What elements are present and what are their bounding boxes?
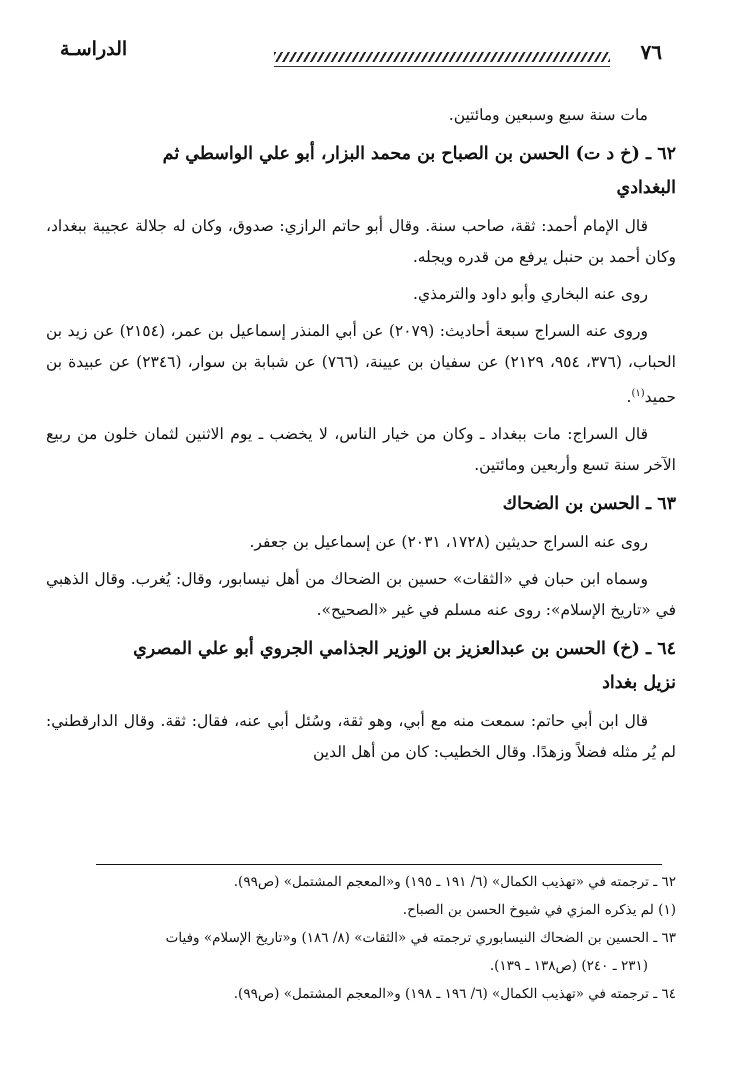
entry-64-heading-line1: ٦٤ ـ (خ) الحسن بن عبدالعزيز بن الوزير الجذامي الجروي أبو علي المصري bbox=[133, 639, 676, 660]
entry-63-paragraph-2: وسماه ابن حبان في «الثقات» حسين بن الضحاك من أهل نيسابور، وقال: يُغرب. وقال الذهبي في «تاريخ الإسلام»: روى عنه مسلم في غير «الصحيح». bbox=[46, 570, 676, 620]
footnote-63-line1: ٦٣ ـ الحسين بن الضحاك النيسابوري ترجمته في «الثقات» (٨/ ١٨٦) و«تاريخ الإسلام» وفيات bbox=[165, 930, 676, 946]
running-title: الدراسـة bbox=[60, 38, 128, 60]
footnote-separator bbox=[96, 864, 662, 865]
footnote-64: ٦٤ ـ ترجمته في «تهذيب الكمال» (٦/ ١٩٦ ـ ١٩٨) و«المعجم المشتمل» (ص٩٩). bbox=[233, 986, 676, 1002]
footnotes bbox=[80, 868, 676, 1008]
footnote-62: ٦٢ ـ ترجمته في «تهذيب الكمال» (٦/ ١٩١ ـ ١٩٥) و«المعجم المشتمل» (ص٩٩). bbox=[233, 874, 676, 890]
footnote-ref-1[interactable]: (١) bbox=[631, 388, 645, 399]
entry-62-paragraph-3 bbox=[46, 316, 676, 413]
entry-62-paragraph-3-text: وروى عنه السراج سبعة أحاديث: (٢٠٧٩) عن أبي المنذر إسماعيل بن عمر، (٢١٥٤) عن زيد بن الحباب، (٣٧٦، ٩٥٤، ٢١٢٩) عن سفيان بن عيينة، (٧٦٦) عن شبابة بن سوار، (٢٣٤٦) عن عبيدة بن حميد bbox=[46, 322, 676, 407]
main-text bbox=[46, 100, 676, 774]
entry-64-heading-line2: نزيل بغداد bbox=[602, 673, 676, 694]
page-header bbox=[60, 38, 662, 74]
page-number: ٧٦ bbox=[640, 40, 662, 64]
footnote-1: (١) لم يذكره المزي في شيوخ الحسن بن الصباح. bbox=[402, 902, 676, 918]
entry-62-heading-line2: البغدادي bbox=[616, 178, 676, 198]
entry-62-heading-line1: ٦٢ ـ (خ د ت) الحسن بن الصباح بن محمد البزار، أبو علي الواسطي ثم bbox=[162, 144, 676, 164]
entry-63-paragraph-1: روى عنه السراج حديثين (١٧٢٨، ٢٠٣١) عن إسماعيل بن جعفر. bbox=[249, 533, 648, 552]
entry-62-paragraph-2: روى عنه البخاري وأبو داود والترمذي. bbox=[413, 285, 648, 303]
entry-62-paragraph-1: قال الإمام أحمد: ثقة، صاحب سنة. وقال أبو حاتم الرازي: صدوق، وكان له جلالة عجيبة ببغداد، وكان أحمد بن حنبل يرفع من قدره ويجله. bbox=[46, 217, 676, 266]
entry-64-heading bbox=[46, 632, 676, 700]
header-thin-rule bbox=[274, 66, 610, 67]
entry-64-paragraph-1: قال ابن أبي حاتم: سمعت منه مع أبي، وهو ثقة، وسُئل أبي عنه، فقال: ثقة. وقال الدارقطني: لم يُر مثله فضلاً وزهدًا. وقال الخطيب: كان من أهل الدين bbox=[46, 712, 676, 762]
header-hatched-rule bbox=[274, 52, 610, 62]
entry-62-heading bbox=[46, 137, 676, 205]
paragraph-death-year: مات سنة سبع وسبعين ومائتين. bbox=[448, 106, 648, 124]
entry-62-paragraph-3-end: . bbox=[626, 388, 632, 407]
entry-63-heading: ٦٣ ـ الحسن بن الضحاك bbox=[502, 494, 676, 515]
footnote-63-line2: (٢٣١ ـ ٢٤٠) (ص١٣٨ ـ ١٣٩). bbox=[489, 958, 648, 974]
entry-62-paragraph-4: قال السراج: مات ببغداد ـ وكان من خيار الناس، لا يخضب ـ يوم الاثنين لثمان خلون من ربيع الآخر سنة تسع وأربعين ومائتين. bbox=[46, 425, 676, 475]
